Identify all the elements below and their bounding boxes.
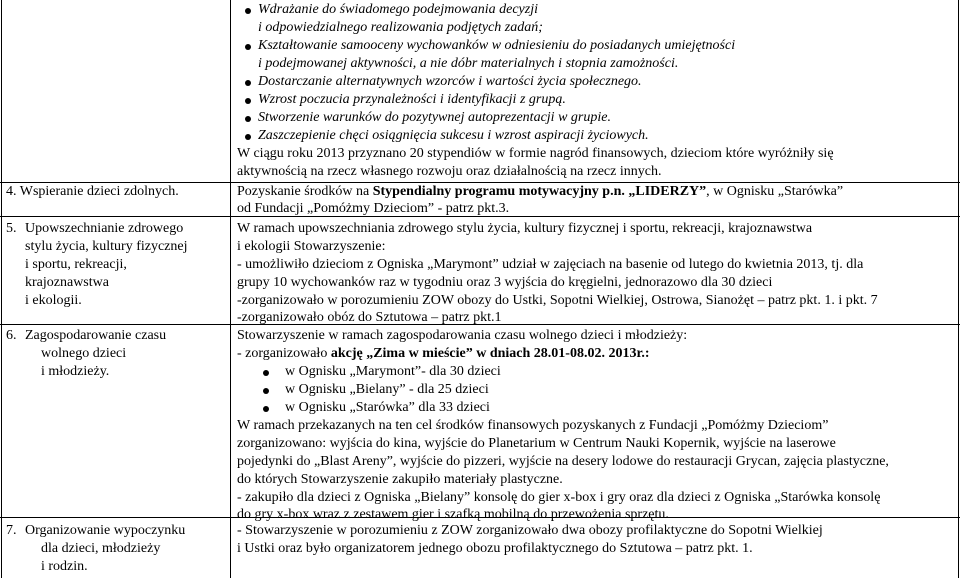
row4-text: od Fundacji „Pomóżmy Dzieciom” - patrz pkt.3. [237, 201, 510, 216]
row6-text: W ramach przekazanych na ten cel środków finansowych pozyskanych z Fundacji „Pomóżmy Dzieciom” [237, 418, 829, 433]
row5-text: - umożliwiło dzieciom z Ogniska „Marymont” udział w zajęciach na basenie od lutego do kwietnia 2013, tj. dla [237, 257, 864, 272]
scholarship-text: W ciągu roku 2013 przyznano 20 stypendiów w formie nagród finansowych, dzieciom które wyróżniły się [237, 146, 834, 161]
bullet-icon [245, 98, 251, 104]
row4-text-c: , w Ognisku „Starówka” [706, 184, 844, 199]
row6-bullet-text: w Ognisku „Bielany” - dla 25 dzieci [285, 382, 489, 397]
table-border-left [1, 0, 2, 578]
row5-text: grupy 10 wychowanków raz w tygodniu oraz 3 wyjścia do kręgielni, jednorazowo dla 30 dzieci [237, 275, 773, 290]
row7-text: i Ustki oraz było organizatorem jednego obozu profilaktycznego do Sztutowa – patrz pkt. 1. [237, 541, 753, 556]
row7-text: - Stowarzyszenie w porozumieniu z ZOW zorganizowało dwa obozy profilaktyczne do Sopotni Wielkiej [237, 523, 823, 538]
bullet-icon [263, 370, 269, 376]
row-label-7: dla dzieci, młodzieży [41, 541, 161, 556]
bullet-icon [245, 80, 251, 86]
goal-text: Kształtowanie samooceny wychowanków w odniesieniu do posiadanych umiejętności [258, 38, 736, 53]
row6-text: - zakupiło dla dzieci z Ogniska „Bielany” konsolę do gier x-box i gry oraz dla dzieci z Ogniska „Starówka konsolę [237, 490, 881, 505]
goal-text: Stworzenie warunków do pozytywnej autoprezentacji w grupie. [258, 110, 611, 125]
row-label-4: 4. Wspieranie dzieci zdolnych. [6, 184, 179, 199]
bullet-icon [245, 116, 251, 122]
row6-text [237, 345, 650, 363]
row-label-6: wolnego dzieci [41, 346, 127, 361]
row4-text [237, 183, 843, 201]
bullet-icon [263, 406, 269, 412]
goal-text: Dostarczanie alternatywnych wzorców i wartości życia społecznego. [258, 74, 642, 89]
goal-text: i odpowiedzialnego realizowania podjętych zadań; [258, 20, 543, 35]
row6-akcja-a: - zorganizowało [237, 346, 331, 361]
table-border-right [958, 0, 959, 578]
row-number-5: 5. [6, 221, 17, 236]
goal-text: Wzrost poczucia przynależności i identyfikacji z grupą. [258, 92, 566, 107]
bullet-icon [245, 44, 251, 50]
row-number-7: 7. [6, 523, 17, 538]
bullet-icon [263, 388, 269, 394]
row-number-6: 6. [6, 328, 17, 343]
row-label-5: i ekologii. [25, 293, 82, 308]
row-label-6: Zagospodarowanie czasu [25, 328, 167, 343]
row5-text: -zorganizowało w porozumieniu ZOW obozy do Ustki, Sopotni Wielkiej, Ostrowa, Sianożęt – patrz pkt. 1. i pkt. 7 [237, 293, 878, 308]
row6-text: Stowarzyszenie w ramach zagospodarowania czasu wolnego dzieci i młodzieży: [237, 328, 688, 343]
row-label-5: Upowszechnianie zdrowego [25, 221, 184, 236]
row-label-5: stylu życia, kultury fizycznej [25, 239, 188, 254]
table-column-divider [230, 0, 231, 578]
row-label-5: krajoznawstwa [25, 275, 109, 290]
row-label-5: i sportu, rekreacji, [25, 257, 127, 272]
row-label-6: i młodzieży. [41, 364, 110, 379]
scholarship-text: aktywnością na rzecz własnego rozwoju oraz działalnością na rzecz innych. [237, 164, 662, 179]
row6-bullet-text: w Ognisku „Marymont”- dla 30 dzieci [285, 364, 501, 379]
row6-text: zorganizowano: wyjścia do kina, wyjście do Planetarium w Centrum Nauki Kopernik, wyjście na laserowe [237, 436, 836, 451]
row6-text: do gry x-box wraz z zestawem gier i szafką mobilną do przewożenia sprzętu. [237, 507, 669, 522]
row-label-7: i rodzin. [41, 559, 88, 574]
bullet-icon [245, 134, 251, 140]
row6-bullet-text: w Ognisku „Starówka” dla 33 dzieci [285, 400, 490, 415]
bullet-icon [245, 8, 251, 14]
goal-text: Wdrażanie do świadomego podejmowania decyzji [258, 2, 538, 17]
row6-text: do których Stowarzyszenie zakupiło materiały plastyczne. [237, 472, 563, 487]
row5-text: -zorganizowało obóz do Sztutowa – patrz pkt.1 [237, 310, 502, 325]
goal-text: Zaszczepienie chęci osiągnięcia sukcesu i wzrost aspiracji życiowych. [258, 128, 649, 143]
row4-program-name: Stypendialny programu motywacyjny p.n. „LIDERZY” [372, 184, 707, 199]
row-label-7: Organizowanie wypoczynku [25, 523, 186, 538]
row4-text-a: Pozyskanie środków na [237, 184, 373, 199]
goal-text: i podejmowanej aktywności, a nie dóbr materialnych i stopnia zamożności. [258, 56, 679, 71]
row6-akcja-name: akcję „Zima w mieście” w dniach 28.01-08.02. 2013r.: [330, 346, 650, 361]
row5-text: W ramach upowszechniania zdrowego stylu życia, kultury fizycznej i sportu, rekreacji, krajoznawstwa [237, 221, 813, 236]
row6-text: pojedynki do „Blast Areny”, wyjście do pizzeri, wyjście na desery lodowe do restauracji Grycan, zajęcia plastyczne, [237, 454, 889, 469]
row5-text: i ekologii Stowarzyszenie: [237, 239, 386, 254]
